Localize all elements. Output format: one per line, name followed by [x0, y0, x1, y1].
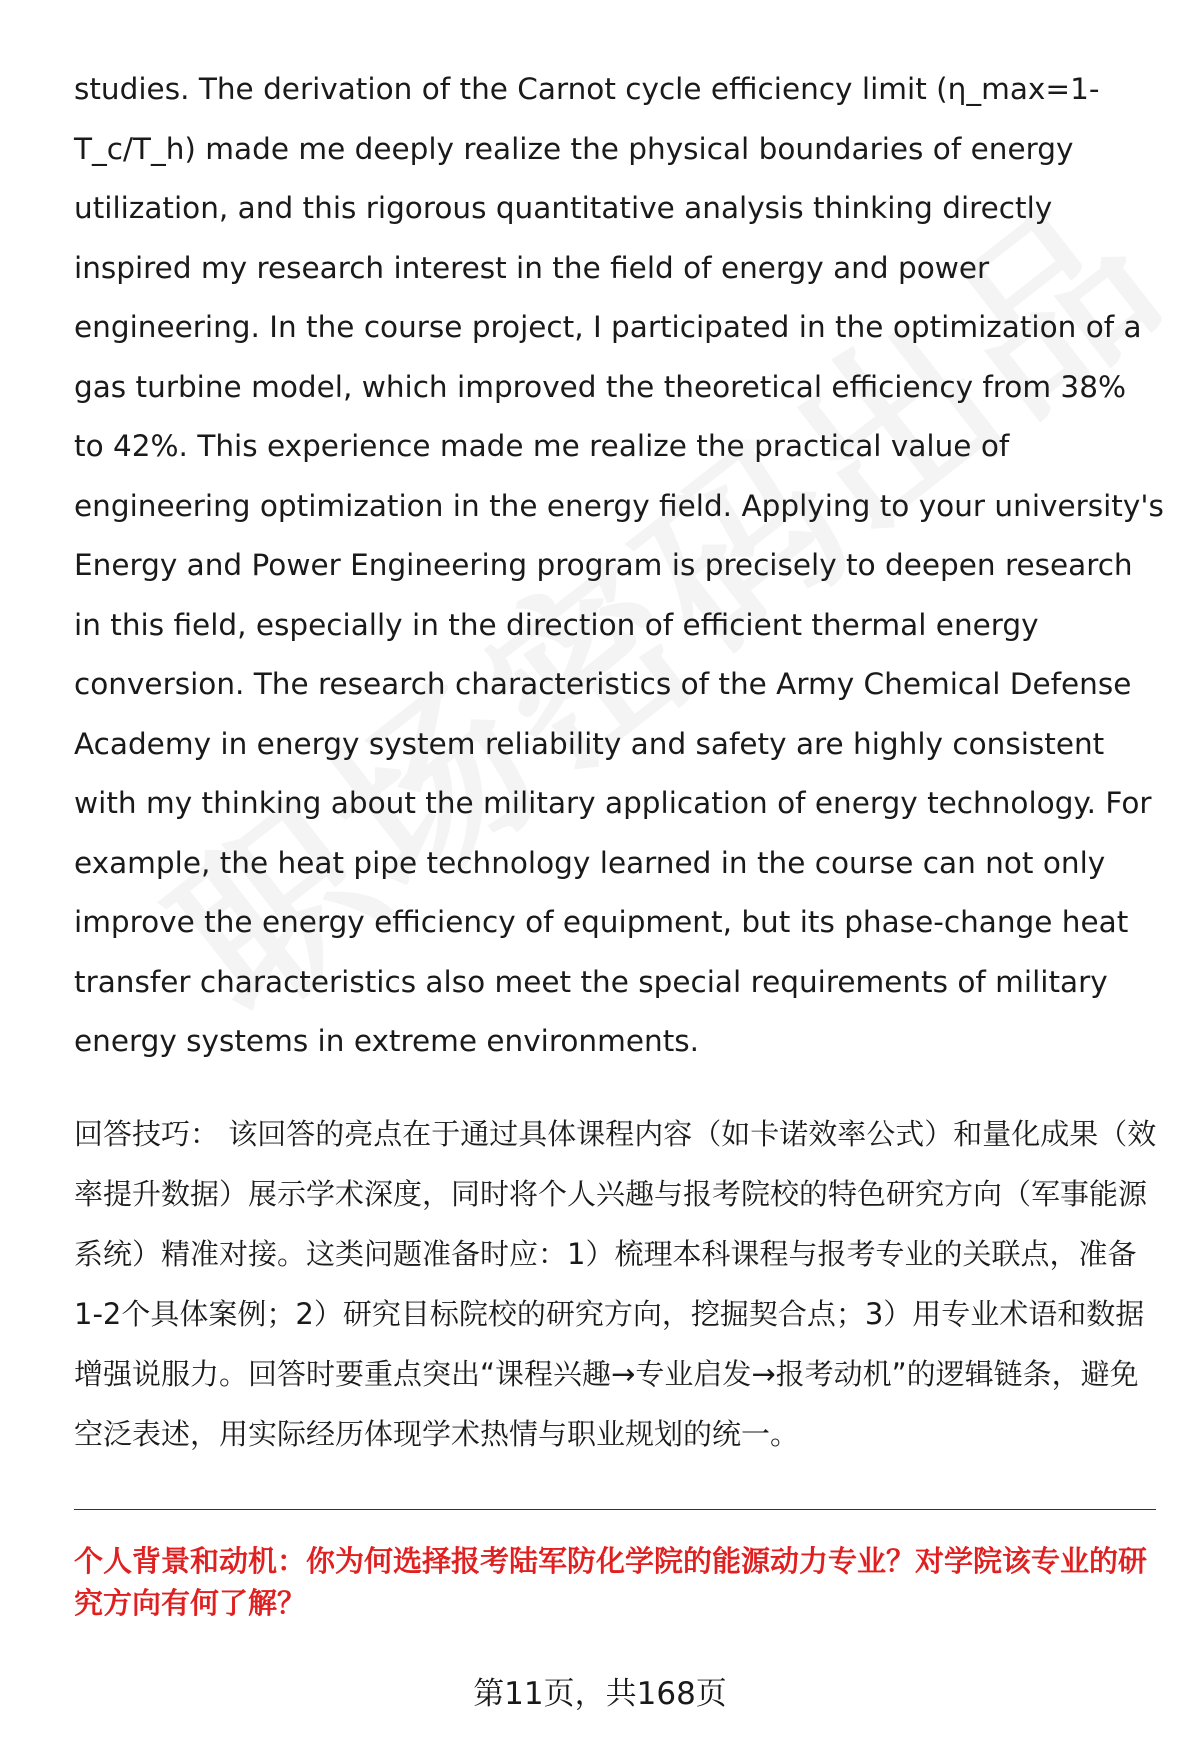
page-number-footer: 第11页，共168页 — [473, 1676, 727, 1712]
answer-tips-paragraph: 回答技巧： 该回答的亮点在于通过具体课程内容（如卡诺效率公式）和量化成果（效率提升数据）展示学术深度，同时将个人兴趣与报考院校的特色研究方向（军事能源系统）精准对接。这类问题准备时应：1）梳理本科课程与报考专业的关联点，准备1-2个具体案例；2）研究目标院校的研究方向，挖掘契合点；3）用专业术语和数据增强说服力。回答时要重点突出“课程兴趣→专业启发→报考动机”的逻辑链条，避免空泛表述，用实际经历体现学术热情与职业规划的统一。 — [74, 1117, 1157, 1451]
answer-paragraph: studies. The derivation of the Carnot cycle efficiency limit (η_max=1-T_c/T_h) made me deeply realize the physical boundaries of energy utilization, and this rigorous quantitative analysis thinking directly inspired my research interest in the field of energy and power engineering. In the course project, I participated in the optimization of a gas turbine model, which improved the theoretical efficiency from 38% to 42%. This experience made me realize the practical value of engineering optimization in the energy field. Applying to your university's Energy and Power Engineering program is precisely to deepen research in this field, especially in the direction of efficient thermal energy conversion. The research characteristics of the Army Chemical Defense Academy in energy system reliability and safety are highly consistent with my thinking about the military application of energy technology. For example, the heat pipe technology learned in the course can not only improve the energy efficiency of equipment, but its phase-change heat transfer characteristics also meet the special requirements of military energy systems in extreme environments. — [74, 72, 1164, 1058]
question-heading: 个人背景和动机：你为何选择报考陆军防化学院的能源动力专业？对学院该专业的研究方向有何了解？ — [74, 1544, 1148, 1620]
section-divider — [74, 1509, 1156, 1510]
